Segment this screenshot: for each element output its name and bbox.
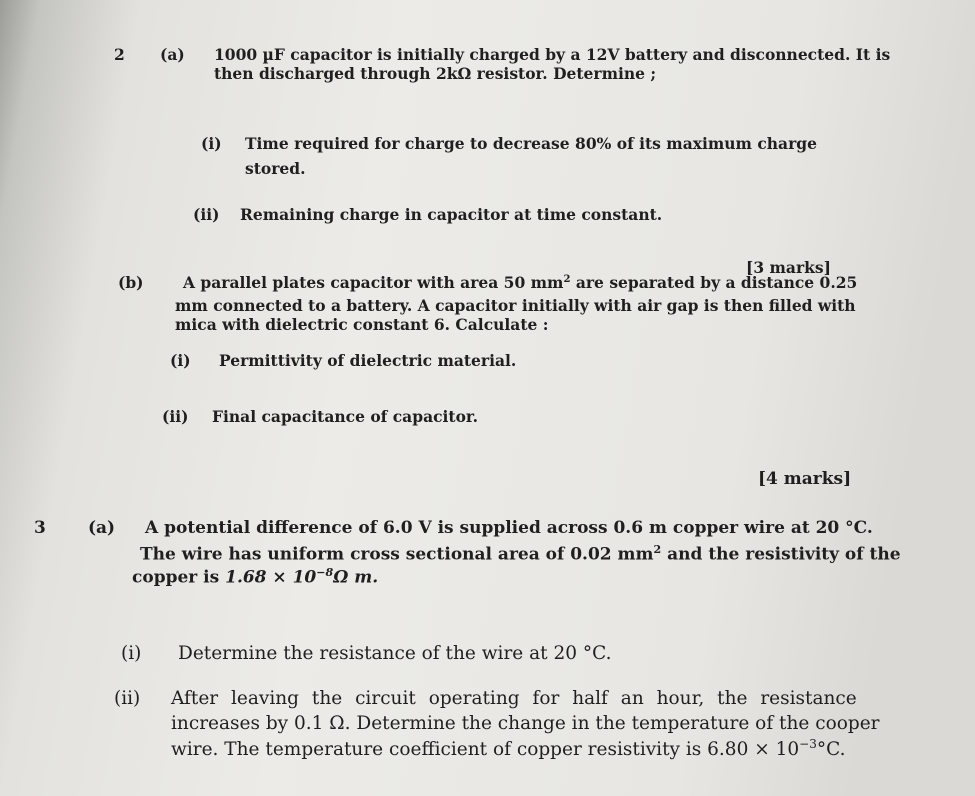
q2b-line-1-pre: A parallel plates capacitor with area 50 mm bbox=[183, 273, 564, 292]
q2b-line-2: mm connected to a battery. A capacitor initially with air gap is then filled with bbox=[175, 296, 856, 315]
q2b-line-1-sup: 2 bbox=[563, 273, 571, 285]
q3a-i-text: Determine the resistance of the wire at 20 °C. bbox=[178, 643, 612, 664]
q3a-line-2 bbox=[140, 543, 901, 565]
q2a-ii-label: (ii) bbox=[193, 205, 220, 224]
q3a-ii-line-3-pre: wire. The temperature coefficient of copper resistivity is 6.80 × 10 bbox=[171, 739, 800, 761]
q3a-resistivity-value: 1.68 × 10 bbox=[225, 567, 317, 588]
q2a-i-line-2: stored. bbox=[245, 159, 306, 178]
q2b-i-label: (i) bbox=[170, 351, 191, 370]
q2b-line-1-post: are separated by a distance 0.25 bbox=[570, 273, 858, 292]
q3a-ii-line-3 bbox=[171, 737, 846, 760]
q2a-ii-text: Remaining charge in capacitor at time constant. bbox=[240, 205, 663, 224]
question-2-number: 2 bbox=[114, 45, 125, 64]
q2b-i-text: Permittivity of dielectric material. bbox=[219, 351, 517, 370]
q3a-resistivity-exponent: −8 bbox=[316, 566, 334, 579]
question-3-number: 3 bbox=[34, 518, 46, 538]
q3a-i-label: (i) bbox=[121, 643, 142, 664]
q3a-resistivity-unit: Ω m. bbox=[333, 567, 379, 588]
q3a-line-3-pre: copper is bbox=[132, 567, 226, 588]
q2a-line-1: 1000 µF capacitor is initially charged by a 12V battery and disconnected. It is bbox=[214, 45, 891, 64]
q2a-line-2: then discharged through 2kΩ resistor. Determine ; bbox=[214, 64, 657, 83]
q2b-ii-text: Final capacitance of capacitor. bbox=[212, 407, 479, 426]
q3a-line-2-post: and the resistivity of the bbox=[661, 544, 901, 565]
q2a-i-line-1: Time required for charge to decrease 80% of its maximum charge bbox=[245, 134, 817, 153]
q2a-marks-text: [3 marks] bbox=[746, 258, 831, 277]
q3a-ii-line-1: After leaving the circuit operating for half an hour, the resistance bbox=[171, 688, 857, 709]
q2a-label: (a) bbox=[160, 45, 185, 64]
q2a-i-label: (i) bbox=[201, 134, 222, 153]
q2b-ii-label: (ii) bbox=[162, 407, 189, 426]
q3a-line-2-sup: 2 bbox=[653, 543, 662, 556]
q2b-label: (b) bbox=[118, 273, 144, 292]
q3a-ii-line-3-post: °C. bbox=[816, 739, 846, 761]
q3a-line-1: A potential difference of 6.0 V is supplied across 0.6 m copper wire at 20 °C. bbox=[145, 518, 873, 538]
q2b-line-3: mica with dielectric constant 6. Calculate : bbox=[175, 315, 549, 334]
q3a-line-2-pre: The wire has uniform cross sectional area of 0.02 mm bbox=[140, 544, 654, 565]
q3a-ii-line-3-sup: −3 bbox=[799, 737, 817, 751]
q3a-label: (a) bbox=[88, 518, 116, 538]
q3a-ii-line-2: increases by 0.1 Ω. Determine the change in the temperature of the cooper bbox=[171, 713, 880, 734]
q3a-line-3 bbox=[132, 566, 378, 588]
q2b-marks: [4 marks] bbox=[758, 469, 852, 489]
q3a-ii-label: (ii) bbox=[114, 688, 141, 709]
q2b-line-1 bbox=[183, 273, 857, 292]
